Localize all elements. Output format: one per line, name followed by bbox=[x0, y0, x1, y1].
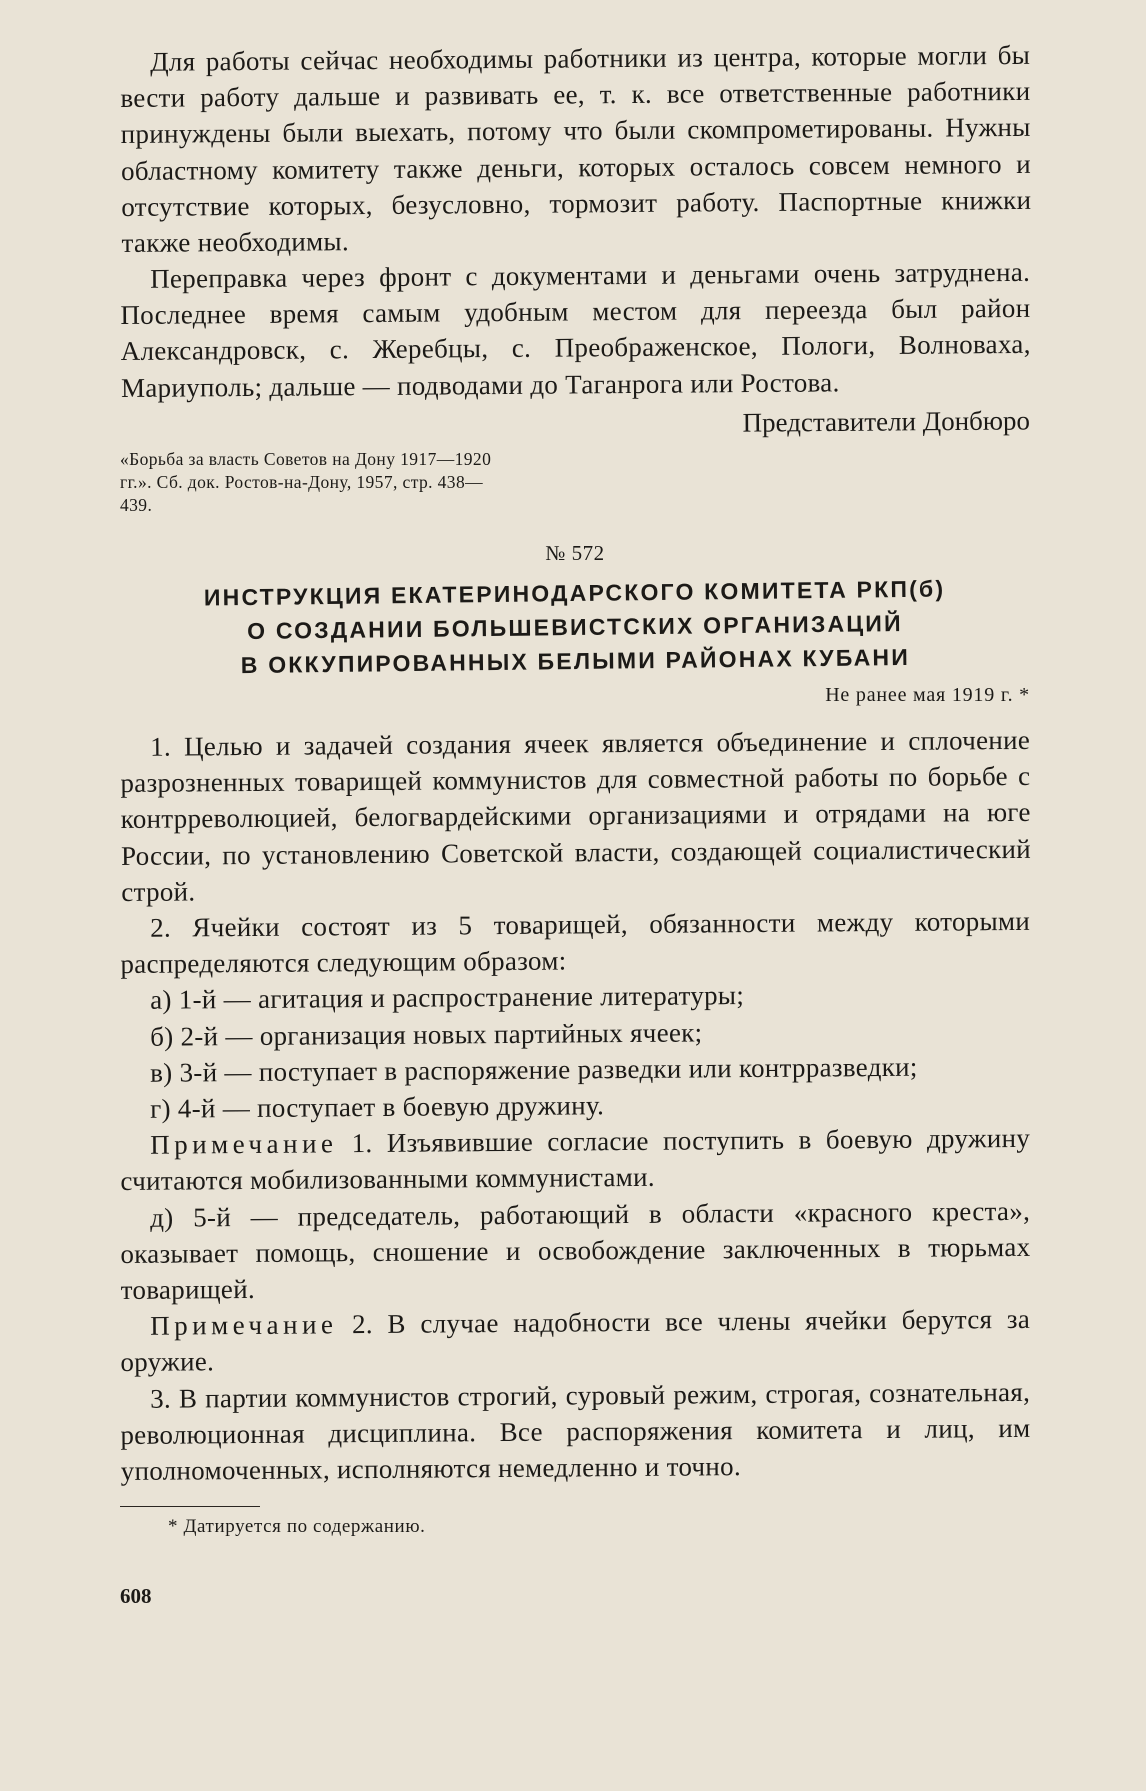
document-number: № 572 bbox=[545, 541, 605, 566]
note-paragraph bbox=[120, 1301, 1031, 1381]
document-title-line: ИНСТРУКЦИЯ ЕКАТЕРИНОДАРСКОГО КОМИТЕТА РКП(б) bbox=[203, 575, 946, 611]
paragraph: 1. Целью и задачей создания ячеек является объединение и сплочение разрозненных товарищей коммунистов для совместной работы по борьбе с контрреволюцией, белогвардейскими организациями и отрядами на юге России, по установлению Советской власти, создающей социалистический строй. bbox=[120, 724, 1032, 907]
document-date: Не ранее мая 1919 г. * bbox=[825, 684, 1030, 707]
document-title bbox=[119, 570, 1030, 683]
list-item: в) 3-й — поступает в распоряжение разведки или контрразведки; bbox=[150, 1051, 918, 1088]
paragraph: Переправка через фронт с документами и деньгами очень затруднена. Последнее время самым удобным местом для переезда был район Александровск, с. Жеребцы, с. Преображенское, Пологи, Волноваха, Мариуполь; дальше — подводами до Таганрога или Ростова. bbox=[120, 257, 1031, 403]
page-number: 608 bbox=[120, 1584, 152, 1608]
top-text-block bbox=[120, 39, 1032, 1489]
list-item: д) 5-й — председатель, работающий в области «красного креста», оказывает помощь, сношение и освобождение заключенных в тюрьмах товарищей. bbox=[120, 1195, 1031, 1306]
paragraph: 3. В партии коммунистов строгий, суровый режим, строгая, сознательная, революционная дисциплина. Все распоряжения комитета и лиц, им уполномоченных, исполняются немедленно и точно. bbox=[120, 1376, 1031, 1487]
source-citation: «Борьба за власть Советов на Дону 1917—1920 гг.». Сб. док. Ростов-на-Дону, 1957, стр. 438—439. bbox=[120, 449, 492, 516]
footnote: * Датируется по содержанию. bbox=[168, 1516, 426, 1537]
signature: Представители Донбюро bbox=[742, 405, 1031, 438]
note-label: Примечание bbox=[150, 1309, 338, 1342]
list-item: б) 2-й — организация новых партийных ячеек; bbox=[150, 1017, 703, 1052]
footnote-divider bbox=[120, 1506, 260, 1507]
paragraph: Для работы сейчас необходимы работники из центра, которые могли бы вести работу дальше и развивать ее, т. к. все ответственные работники принуждены были выехать, потому что были скомпрометированы. Нужны областному комитету также деньги, которых осталось совсем немного и отсутствие которых, безусловно, тормозит работу. Паспортные книжки также необходимы. bbox=[120, 39, 1032, 259]
note-paragraph bbox=[120, 1120, 1031, 1200]
paragraph: 2. Ячейки состоят из 5 товарищей, обязанности между которыми распределяются следующим образом: bbox=[120, 905, 1031, 980]
document-title-line: О СОЗДАНИИ БОЛЬШЕВИСТСКИХ ОРГАНИЗАЦИЙ bbox=[247, 610, 903, 645]
note-label: Примечание bbox=[150, 1128, 338, 1161]
list-item: г) 4-й — поступает в боевую дружину. bbox=[150, 1090, 605, 1124]
note-text: 1. Изъявившие согласие поступить в боевую дружину считаются мобилизованными коммунистами. bbox=[120, 1123, 1031, 1197]
document-title-line: В ОККУПИРОВАННЫХ БЕЛЫМИ РАЙОНАХ КУБАНИ bbox=[240, 643, 911, 679]
list-item: а) 1-й — агитация и распространение литературы; bbox=[150, 980, 745, 1016]
note-text: 2. В случае надобности все члены ячейки берутся за оружие. bbox=[120, 1304, 1031, 1378]
